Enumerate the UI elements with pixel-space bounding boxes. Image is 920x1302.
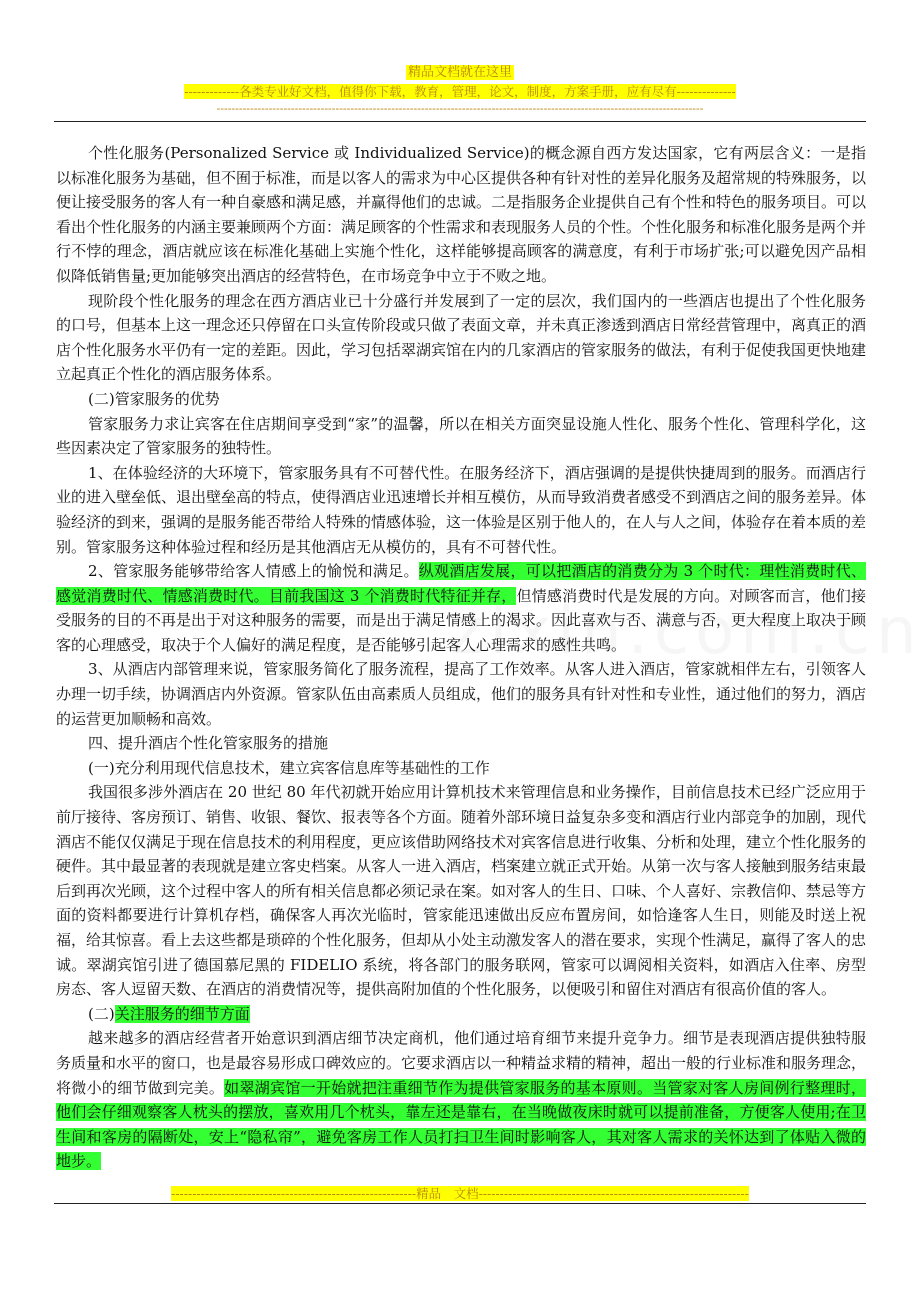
paragraph [56,387,866,412]
header-title [0,64,920,82]
paragraph-text: 但情感消费时代是发展的方向。对顾客而言，他们接受服务的目的不再是出于对这种服务的需要，而是出于满足情感上的渴求。因此喜欢与否、满意与否，更大程度上取决于顾客的心理感受，取决于个人偏好的满足程度，是否能够引起客人心理需求的感性共鸣。 [56,586,867,654]
paragraph [56,731,866,756]
paragraph-text: 四、提升酒店个性化管家服务的措施 [88,734,329,753]
paragraph-text: 2、管家服务能够带给客人情感上的愉悦和满足。 [88,562,419,581]
header-dashes: ----------------------------------------------------------------------------------------------------------------------------------- [216,103,704,115]
paragraph [56,1002,866,1027]
header-subtitle [0,83,920,101]
paragraph-text: 管家服务力求让宾客在住店期间享受到“家”的温馨，所以在相关方面突显设施人性化、服务个性化、管理科学化，这些因素决定了管家服务的独特性。 [56,414,866,458]
paragraph [56,1026,866,1174]
paragraph [56,461,866,559]
paragraph-text: 3、从酒店内部管理来说，管家服务简化了服务流程，提高了工作效率。从客人进入酒店，管家就相伴左右，引领客人办理一切手续，协调酒店内外资源。管家队伍由高素质人员组成，他们的服务具有针对性和专业性，通过他们的努力，酒店的运营更加顺畅和高效。 [56,660,867,728]
paragraph-text: 1、在体验经济的大环境下，管家服务具有不可替代性。在服务经济下，酒店强调的是提供快捷周到的服务。而酒店行业的进入壁垒低、退出壁垒高的特点，使得酒店业迅速增长并相互模仿，从而导致消费者感受不到酒店之间的服务差异。体验经济的到来，强调的是服务能否带给人特殊的情感体验，这一体验是区别于他人的，在人与人之间，体验存在着本质的差别。管家服务这种体验过程和经历是其他酒店无从模仿的，具有不可替代性。 [56,463,867,556]
highlighted-text: 如翠湖宾馆一开始就把注重细节作为提供管家服务的基本原则。当管家对客人房间例行整理时，他们会仔细观察客人枕头的摆放，喜欢用几个枕头，靠左还是靠右，在当晚做夜床时就可以提前准备，方便客人使用;在卫生间和客房的隔断处，安上“隐私帘”，避免客房工作人员打扫卫生间时影响客人，其对客人需求的关怀达到了体贴入微的地步。 [56,1078,866,1171]
paragraph-text: 越来越多的酒店经营者开始意识到酒店细节决定商机，他们通过培育细节来提升竞争力。细节是表现酒店提供独特服务质量和水平的窗口，也是最容易形成口碑效应的。它要求酒店以一种精益求精的精神，超出一般的行业标准和服务理念，将微小的细节做到完美。 [56,1029,867,1097]
paragraph-text: (二)管家服务的优势 [88,389,220,408]
highlighted-text: 关注服务的细节方面 [114,1004,250,1023]
paragraph-text: 个性化服务(Personalized Service 或 Individualized Service)的概念源自西方发达国家，它有两层含义：一是指以标准化服务为基础，但不囿于标准，而是以客人的需求为中心区提供各种有针对性的差异化服务及超常规的特殊服务，以便让接受服务的客人有一种自豪感和满足感，并赢得他们的忠诚。二是指服务企业提供自己有个性和特色的服务项目。可以看出个性化服务的内涵主要兼顾两个方面：满足顾客的个性需求和表现服务人员的个性。个性化服务和标准化服务是两个并行不悖的理念，酒店就应该在标准化基础上实施个性化，这样能够提高顾客的满意度，有利于市场扩张;可以避免因产品相似降低销售量;更加能够突出酒店的经营特色，在市场竞争中立于不败之地。 [56,144,867,285]
highlighted-text: 纵观酒店发展，可以把酒店的消费分为 3 个时代：理性消费时代、感觉消费时代、情感消费时代。目前我国这 3 个消费时代特征并存， [56,562,866,605]
header-subtitle-text: -------------各类专业好文档，值得你下载，教育，管理，论文，制度，方案手册，应有尽有-------------- [184,84,736,99]
page-footer [0,1183,920,1203]
paragraph [56,141,866,289]
paragraph-text: 现阶段个性化服务的理念在西方酒店业已十分盛行并发展到了一定的层次，我们国内的一些酒店也提出了个性化服务的口号，但基本上这一理念还只停留在口头宣传阶段或只做了表面文章，并未真正渗透到酒店日常经营管理中，离真正的酒店个性化服务水平仍有一定的差距。因此，学习包括翠湖宾馆在内的几家酒店的管家服务的做法，有利于促使我国更快地建立起真正个性化的酒店服务体系。 [56,291,867,384]
paragraph [56,657,866,731]
paragraph-text: 我国很多涉外酒店在 20 世纪 80 年代初就开始应用计算机技术来管理信息和业务操作，目前信息技术已经广泛应用于前厅接待、客房预订、销售、收银、餐饮、报表等各个方面。随着外部环境日益复杂多变和酒店行业内部竞争的加剧，现代酒店不能仅仅满足于现在信息技术的利用程度，更应该借助网络技术对宾客信息进行收集、分析和处理，建立个性化服务的硬件。其中最显著的表现就是建立客史档案。从客人一进入酒店，档案建立就正式开始。从第一次与客人接触到服务结束最后到再次光顾，这个过程中客人的所有相关信息都必须记录在案。如对客人的生日、口味、个人喜好、宗教信仰、禁忌等方面的资料都要进行计算机存档，确保客人再次光临时，管家能迅速做出反应布置房间，如恰逢客人生日，则能及时送上祝福，给其惊喜。看上去这些都是琐碎的个性化服务，但却从小处主动激发客人的潜在要求，实现个性满足，赢得了客人的忠诚。翠湖宾馆引进了德国慕尼黑的 FIDELIO 系统，将各部门的服务联网，管家可以调阅相关资料，如酒店入住率、房型房态、客人逗留天数、在酒店的消费情况等，提供高附加值的个性化服务，以便吸引和留住对酒店有很高价值的客人。 [56,783,867,999]
footer-text: ----------------------------------------------------------精品 文档---------------------------------------------------------------- [171,1186,749,1201]
header-title-text: 精品文档就在这里 [407,65,512,80]
header-divider [54,121,866,122]
paragraph [56,559,866,657]
footer-divider [54,1203,866,1204]
page-header [0,64,920,115]
document-body [56,141,866,1174]
paragraph-text: (二) [88,1004,115,1023]
paragraph [56,780,866,1001]
paragraph [56,412,866,461]
paragraph-text: (一)充分利用现代信息技术，建立宾客信息库等基础性的工作 [88,758,490,777]
paragraph [56,756,866,781]
paragraph [56,289,866,387]
